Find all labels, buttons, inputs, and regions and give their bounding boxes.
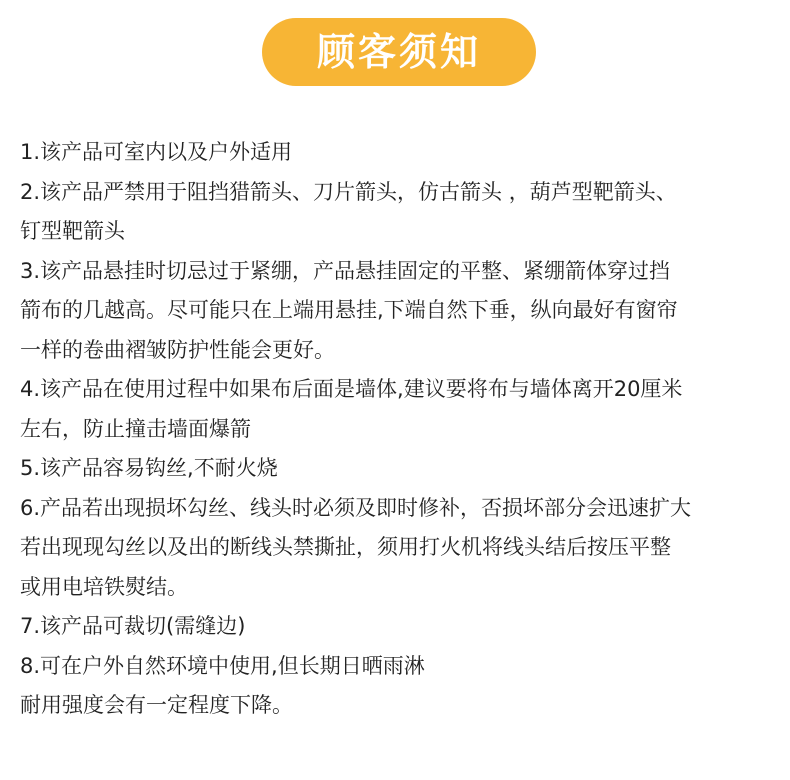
notice-line: 6.产品若出现损坏勾丝、线头时必须及即时修补，否损坏部分会迅速扩大	[20, 495, 692, 520]
page-title: 顾客须知	[316, 30, 481, 74]
notice-line: 3.该产品悬挂时切忌过于紧绷，产品悬挂固定的平整、紧绷箭体穿过挡	[20, 258, 671, 283]
notice-line: 1.该产品可室内以及户外适用	[20, 140, 293, 164]
notice-line: 左右，防止撞击墙面爆箭	[20, 416, 251, 441]
notice-list	[20, 133, 785, 726]
notice-line: 5.该产品容易钩丝,不耐火烧	[20, 456, 278, 480]
notice-line: 一样的卷曲褶皱防护性能会更好。	[20, 337, 335, 362]
notice-line: 8.可在户外自然环境中使用,但长期日晒雨淋	[20, 653, 425, 678]
notice-line: 若出现现勾丝以及出的断线头禁撕扯，须用打火机将线头结后按压平整	[20, 535, 671, 559]
notice-line: 2.该产品严禁用于阻挡猎箭头、刀片箭头，仿古箭头 ，葫芦型靶箭头、	[20, 179, 677, 204]
notice-line: 4.该产品在使用过程中如果布后面是墙体,建议要将布与墙体离开20厘米	[20, 377, 683, 401]
notice-line: 7.该产品可裁切(需缝边)	[20, 614, 246, 638]
title-banner	[262, 18, 536, 86]
notice-line: 箭布的几越高。尽可能只在上端用悬挂,下端自然下垂，纵向最好有窗帘	[20, 298, 678, 322]
notice-line: 钉型靶箭头	[20, 219, 125, 243]
notice-line: 或用电培铁熨结。	[20, 574, 188, 599]
notice-line: 耐用强度会有一定程度下降。	[20, 693, 293, 717]
